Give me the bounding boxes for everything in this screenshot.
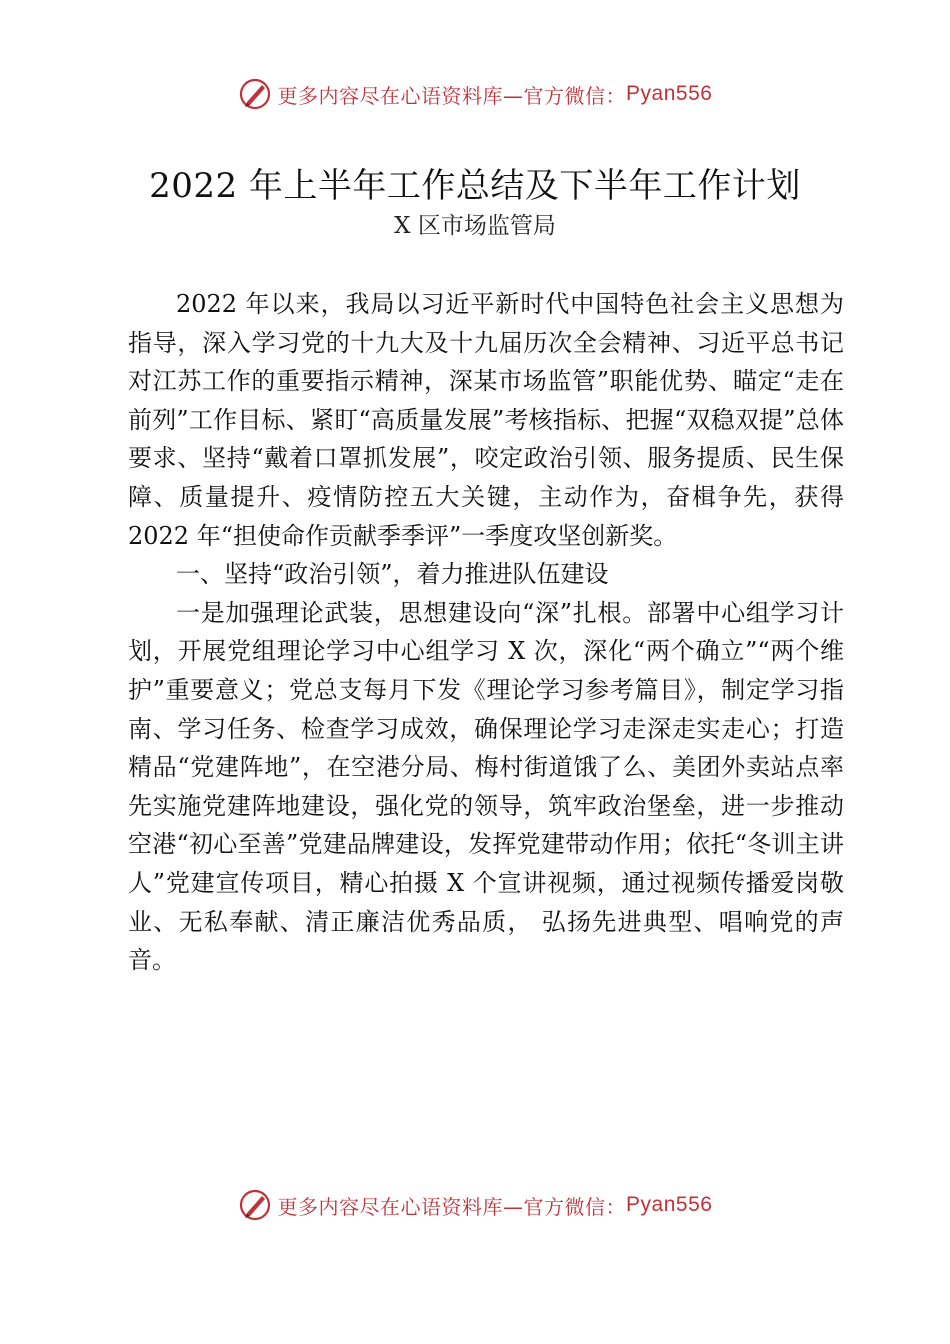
section-heading-1: 一、坚持“政治引领”，着力推进队伍建设 xyxy=(176,560,609,589)
wechat-id: Pyan556 xyxy=(626,82,713,105)
banner-text: 更多内容尽在心语资料库—官方微信： xyxy=(277,83,627,108)
wechat-id: Pyan556 xyxy=(626,1193,713,1216)
bottom-banner xyxy=(0,1185,950,1225)
document-subtitle: X 区市场监管局 xyxy=(394,213,556,239)
pen-circle-logo-icon xyxy=(238,1188,272,1222)
document-body xyxy=(128,285,844,980)
banner-text: 更多内容尽在心语资料库—官方微信： xyxy=(277,1194,627,1219)
document-title: 2022 年上半年工作总结及下半年工作计划 xyxy=(149,166,801,206)
pen-circle-logo-icon xyxy=(238,77,272,111)
paragraph-theory: 一是加强理论武装，思想建设向“深”扎根。部署中心组学习计划，开展党组理论学习中心组学习 X 次，深化“两个确立”“两个维护”重要意义；党总支每月下发《理论学习参考篇目》，制定学习指南、学习任务、检查学习成效，确保理论学习走深走实走心；打造精品“党建阵地”，在空港分局、梅村街道饿了么、美团外卖站点率先实施党建阵地建设，强化党的领导，筑牢政治堡垒，进一步推动空港“初心至善”党建品牌建设，发挥党建带动作用；依托“冬训主讲人”党建宣传项目，精心拍摄 X 个宣讲视频，通过视频传播爱岗敬业、无私奉献、清正廉洁优秀品质， 弘扬先进典型、唱响党的声音。 xyxy=(128,598,844,975)
paragraph-intro: 2022 年以来，我局以习近平新时代中国特色社会主义思想为指导，深入学习党的十九大及十九届历次全会精神、习近平总书记对江苏工作的重要指示精神，深某市场监管”职能优势、瞄定“走在前列”工作目标、紧盯“高质量发展”考核指标、把握“双稳双提”总体要求、坚持“戴着口罩抓发展”，咬定政治引领、服务提质、民生保障、质量提升、疫情防控五大关键，主动作为，奋楫争先，获得 2022 年“担使命作贡献季季评”一季度攻坚创新奖。 xyxy=(128,290,844,550)
top-banner xyxy=(0,74,950,114)
